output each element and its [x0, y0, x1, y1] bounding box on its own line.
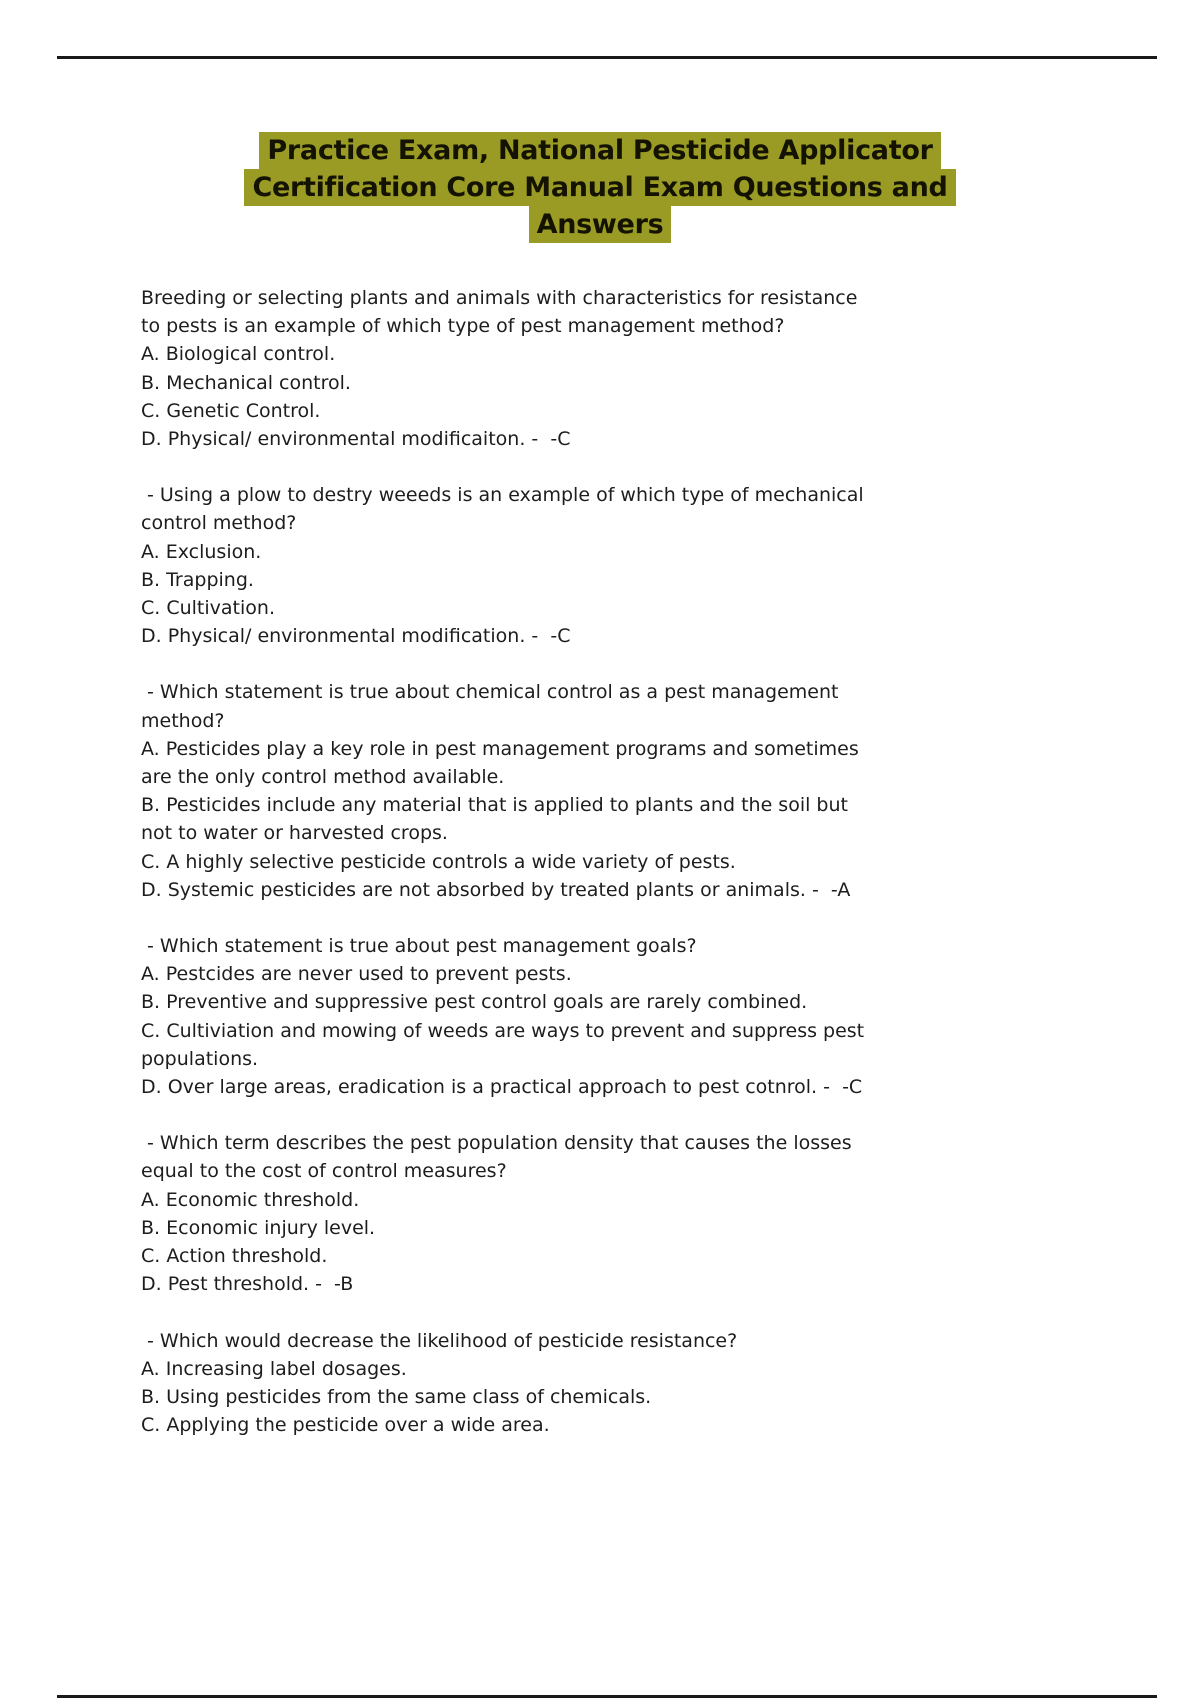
question-line: method? — [141, 709, 225, 732]
top-rule — [57, 56, 1157, 59]
question-line: A. Pesticides play a key role in pest management programs and sometimes — [141, 737, 859, 760]
question-line: C. Applying the pesticide over a wide area. — [141, 1414, 550, 1437]
question-line: to pests is an example of which type of pest management method? — [141, 315, 785, 338]
question-line: C. Cultivation. — [141, 597, 275, 620]
question-line: - Which would decrease the likelihood of pesticide resistance? — [141, 1329, 738, 1352]
document-title — [0, 132, 1200, 243]
question-line: A. Exclusion. — [141, 540, 262, 563]
question-line: D. Pest threshold. - -B — [141, 1273, 354, 1296]
question-line: C. Action threshold. — [141, 1245, 328, 1268]
question-line: B. Trapping. — [141, 568, 254, 591]
question-line: C. Cultiviation and mowing of weeds are ways to prevent and suppress pest — [141, 1019, 865, 1042]
question-line: equal to the cost of control measures? — [141, 1160, 507, 1183]
question-line: B. Pesticides include any material that is applied to plants and the soil but — [141, 794, 848, 817]
question-line: D. Systemic pesticides are not absorbed by treated plants or animals. - -A — [141, 878, 851, 901]
title-highlight: Practice Exam, National Pesticide Applicator — [259, 132, 940, 169]
question-line: A. Increasing label dosages. — [141, 1357, 407, 1380]
question-line: A. Pestcides are never used to prevent pests. — [141, 963, 572, 986]
question-block — [141, 284, 1140, 453]
question-line: B. Economic injury level. — [141, 1216, 376, 1239]
question-line: - Using a plow to destry weeeds is an example of which type of mechanical — [141, 484, 864, 507]
question-block — [141, 1129, 1140, 1298]
question-block — [141, 1327, 1140, 1440]
title-highlight: Answers — [529, 206, 672, 243]
bottom-rule — [57, 1695, 1157, 1698]
question-line: populations. — [141, 1047, 259, 1070]
title-line — [0, 132, 1200, 169]
question-line: not to water or harvested crops. — [141, 822, 448, 845]
question-line: are the only control method available. — [141, 766, 505, 789]
question-line: B. Mechanical control. — [141, 371, 351, 394]
question-line: control method? — [141, 512, 297, 535]
question-line: C. A highly selective pesticide controls a wide variety of pests. — [141, 850, 736, 873]
question-line: C. Genetic Control. — [141, 399, 321, 422]
question-list — [141, 284, 1140, 1467]
question-line: D. Physical/ environmental modificaiton. - -C — [141, 428, 571, 451]
question-block — [141, 678, 1140, 904]
question-line: D. Over large areas, eradication is a practical approach to pest cotnrol. - -C — [141, 1076, 863, 1099]
question-block — [141, 481, 1140, 650]
question-line: B. Using pesticides from the same class of chemicals. — [141, 1385, 652, 1408]
question-block — [141, 932, 1140, 1101]
question-line: Breeding or selecting plants and animals with characteristics for resistance — [141, 287, 858, 309]
question-line: - Which statement is true about chemical control as a pest management — [141, 681, 839, 704]
question-line: D. Physical/ environmental modification. - -C — [141, 625, 571, 648]
question-line: - Which statement is true about pest management goals? — [141, 935, 697, 958]
question-line: A. Biological control. — [141, 343, 336, 366]
title-line — [0, 206, 1200, 243]
title-line — [0, 169, 1200, 206]
title-highlight: Certification Core Manual Exam Questions and — [244, 169, 955, 206]
question-line: A. Economic threshold. — [141, 1188, 360, 1211]
question-line: B. Preventive and suppressive pest control goals are rarely combined. — [141, 991, 808, 1014]
question-line: - Which term describes the pest population density that causes the losses — [141, 1132, 852, 1155]
